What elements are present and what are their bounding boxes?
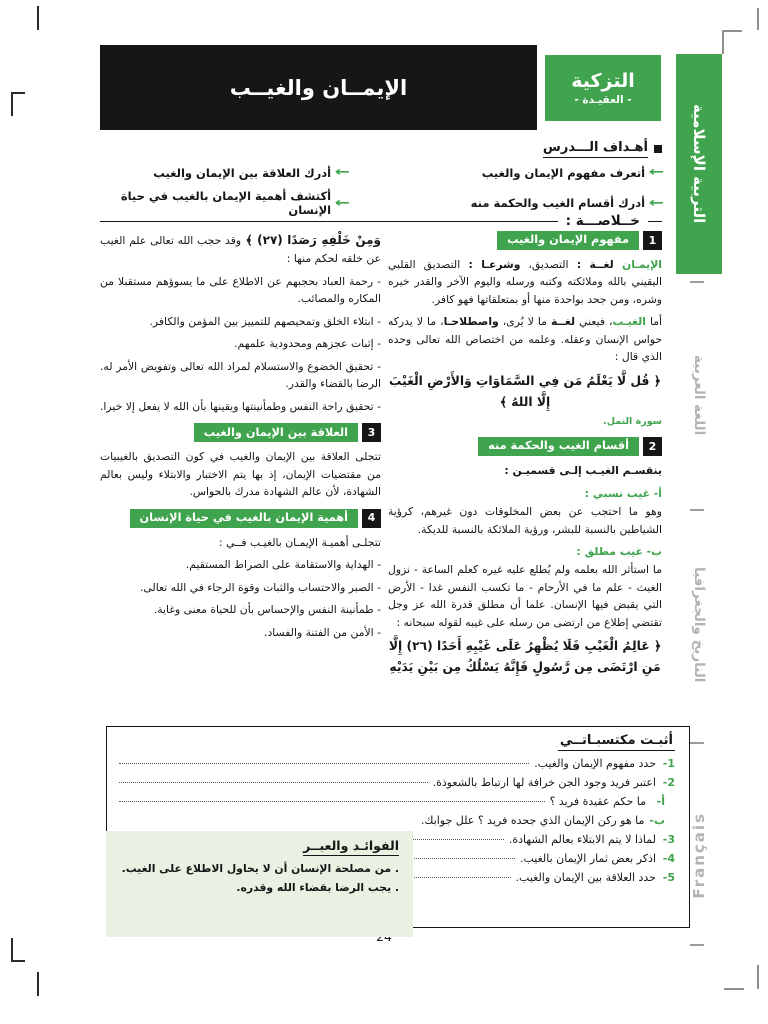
content-column-right xyxy=(388,231,662,679)
iman-definition-paragraph xyxy=(388,256,662,308)
question-number: 5- xyxy=(662,871,675,884)
text-run: لغــة xyxy=(551,315,576,329)
relative-ghayb-text: وهو ما احتجب عن بعض المخلوقات دون غيرهم، كرؤية الشياطين بالنسبة للبشر، ورؤية الملائكة بالنسبة للديكة. xyxy=(388,505,662,536)
text-run: التصديق، xyxy=(520,258,569,271)
section-number-badge: 2 xyxy=(643,437,662,456)
term-ghayb: الغيـب xyxy=(612,315,646,329)
benefit-item: . من مصلحة الإنسان أن لا يحاول الاطلاع على الغيب. xyxy=(121,862,399,875)
arrow-icon: ← xyxy=(648,195,665,211)
wisdom-bullet: - تحقيق راحة النفس وطمأنينتها ويقينها بأن الله لا يفعل إلا خيرا. xyxy=(99,399,381,413)
wisdom-bullet: - ابتلاء الخلق وتمحيصهم للتمييز بين المؤمن والكافر. xyxy=(149,314,381,328)
section-4-header xyxy=(100,509,381,528)
wisdom-bullet: - إثبات عجزهم ومحدودية علمهم. xyxy=(234,337,381,351)
crop-mark xyxy=(11,960,25,962)
unit-badge xyxy=(545,55,661,121)
objectives-heading-row xyxy=(100,140,662,158)
crop-mark xyxy=(37,972,39,996)
crop-mark xyxy=(11,92,25,94)
quran-verse-jinn: ﴿ عَالِمُ الْغَيْبِ فَلَا يُظْهِرُ عَلَى غَيْبِهِ أَحَدًا (٢٦) إِلَّا مَنِ ارْتَضَى مِن رَّسُولٍ فَإِنَّهُ يَسْلُكُ مِن بَيْنِ يَدَيْهِ xyxy=(388,639,662,675)
question-row xyxy=(119,795,665,808)
crop-mark xyxy=(724,988,744,990)
absolute-ghayb-subheading: ب- غيب مطلق : xyxy=(576,545,662,558)
question-text: اذكر بعض ثمار الإيمان بالغيب. xyxy=(519,852,656,865)
objective-item xyxy=(100,165,351,180)
section-title: العلاقة بين الإيمان والغيب xyxy=(194,423,358,442)
section-number-badge: 3 xyxy=(362,423,381,442)
question-number: ب- xyxy=(649,814,665,827)
unit-title: التزكية xyxy=(571,70,635,92)
relation-text: تتجلى العلاقة بين الإيمان والغيب في كون التصديق بالغيبيات من مقتضيات الإيمان، إذ بها يتم الاختبار والابتلاء وليس بعالم الشهادة، لأن عالم الشهادة مدرك بالحواس. xyxy=(100,450,381,499)
subject-tab-label: اللغة العربية xyxy=(691,355,707,436)
lesson-title-banner xyxy=(100,45,537,130)
subject-tab-history-geography xyxy=(676,515,722,735)
crop-mark xyxy=(37,6,39,30)
wisdom-bullet: - تحقيق الخضوع والاستسلام لمراد الله تعالى وتفويض الأمر له. الرضا بالقضاء والقدر. xyxy=(100,359,381,391)
ghayb-definition-paragraph xyxy=(388,313,662,365)
objective-text: أتعرف مفهوم الإيمان والغيب xyxy=(481,165,646,180)
square-bullet-icon xyxy=(654,145,662,153)
benefits-title: الفوائـد والعبــر xyxy=(303,838,399,856)
objective-text: أدرك أقسام الغيب والحكمة منه xyxy=(470,196,646,210)
relative-ghayb-subheading: أ- غيب نسبي : xyxy=(584,486,662,500)
text-run: ، ما لا يدركه حواس الإنسان وعقله. وعلمه من اختصاص الله تعالى وحده الذي قال : xyxy=(388,315,662,364)
arrow-icon: ← xyxy=(334,165,351,180)
lesson-title: الإيمــان والغيــب xyxy=(229,75,408,100)
question-number: 2- xyxy=(662,776,675,789)
crop-mark xyxy=(757,965,759,989)
text-run: أما xyxy=(645,315,663,329)
section-title: أهمية الإيمان بالغيب في حياة الإنسان xyxy=(130,509,358,528)
verse-reference: سورة النمل. xyxy=(603,415,662,427)
text-run: لغــة : xyxy=(568,258,622,271)
crop-mark xyxy=(757,8,759,30)
answer-dotted-line xyxy=(119,763,529,764)
section-title: أقسام الغيب والحكمة منه xyxy=(478,437,639,456)
text-run: وشرعـا : xyxy=(460,258,521,271)
importance-intro: تتجلـى أهميـة الإيمـان بالغيـب فــي : xyxy=(218,535,381,549)
importance-bullet: - طمأنينة النفس والإحساس بأن للحياة معنى وغاية. xyxy=(153,603,381,617)
crop-mark xyxy=(722,30,724,54)
subject-tab-label: Français xyxy=(690,811,708,899)
subject-tab-arabic-language xyxy=(676,288,722,503)
rail-tick xyxy=(690,281,704,283)
section-1-header xyxy=(388,231,662,250)
question-text: ما حكم عقيدة فريد ؟ xyxy=(549,795,646,808)
wisdom-intro-paragraph xyxy=(100,231,381,268)
question-text: حدد مفهوم الإيمان والغيب. xyxy=(534,757,656,770)
question-row xyxy=(119,776,675,789)
wisdom-bullet: - رحمة العباد بحجبهم عن الاطلاع على ما يسوؤهم مستقبلا من المكاره والمصائب. xyxy=(100,274,381,306)
ghayb-types-intro: ينقسـم الغيـب إلـى قسميـن : xyxy=(504,464,662,478)
summary-label: خــلاصـــة : xyxy=(565,213,640,229)
question-text: ما هو ركن الإيمان الذي جحده فريد ؟ علل جوابك. xyxy=(420,814,645,827)
importance-bullet: - الصبر والاحتساب والثبات وقوة الرجاء في الله تعالى. xyxy=(139,580,381,594)
assessment-title: أثبـت مكتسبـاتــي xyxy=(558,733,675,751)
question-text: حدد العلاقة بين الإيمان والغيب. xyxy=(515,871,656,884)
question-text: اعتبر فريد وجود الجن خرافة لها ارتباط بالشعوذة. xyxy=(432,776,656,789)
arrow-icon: ← xyxy=(648,165,665,180)
text-run: وقد حجب الله تعالى علم الغيب عن خلقه لحكم منها : xyxy=(100,234,381,266)
arrow-icon: ← xyxy=(334,195,351,211)
importance-bullet: - الأمن من الفتنة والفساد. xyxy=(264,625,381,639)
section-title: مفهوم الإيمان والغيب xyxy=(497,231,639,250)
benefits-box xyxy=(106,831,413,937)
objectives-heading: أهـداف الـــدرس xyxy=(543,140,648,158)
objectives-grid xyxy=(100,165,665,217)
benefit-item: . يجب الرضا بقضاء الله وقدره. xyxy=(236,881,399,894)
term-iman: الإيمـان xyxy=(621,258,662,271)
content-column-left xyxy=(100,231,381,646)
quran-verse-naml: ﴿ قُل لَّا يَعْلَمُ مَن فِي السَّمَاوَاتِ وَالأَرْضِ الْغَيْبَ إِلَّا اللهُ ﴾ xyxy=(389,373,661,409)
subject-tab-label: التاريخ والجغرافيا xyxy=(691,567,707,683)
objective-text: أكتشف أهمية الإيمان بالغيب في حياة الإنسان xyxy=(120,189,332,217)
section-2-header xyxy=(388,437,662,456)
answer-dotted-line xyxy=(119,782,428,783)
summary-divider xyxy=(100,213,662,229)
objective-item xyxy=(362,165,665,180)
question-number: 1- xyxy=(662,757,675,770)
rail-tick xyxy=(690,509,704,511)
text-run: التصديق القلبي اليقيني بالله وملائكته وكتبه ورسله واليوم الآخر والقدر خيره وشره، ومن جحد بواحدة منها أو بمتعلقاتها فهو كافر. xyxy=(388,258,662,306)
subject-tab-islamic-education xyxy=(676,54,722,274)
text-run: واصطلاحـا xyxy=(443,315,499,329)
section-number-badge: 1 xyxy=(643,231,662,250)
importance-bullet: - الهداية والاستقامة على الصراط المستقيم. xyxy=(185,558,381,572)
subject-tab-label: التربية الإسلامية xyxy=(690,104,708,224)
question-number: أ- xyxy=(656,795,665,808)
section-3-header xyxy=(100,423,381,442)
objective-text: أدرك العلاقة بين الإيمان والغيب xyxy=(153,165,332,180)
question-number: 4- xyxy=(662,852,675,865)
text-run: ، فيعني xyxy=(575,315,613,329)
question-number: 3- xyxy=(662,833,675,846)
divider-line xyxy=(100,221,558,222)
answer-dotted-line xyxy=(119,801,545,802)
lesson-objectives xyxy=(100,140,665,217)
text-run: ما لا يُرى، xyxy=(498,315,551,329)
rail-tick xyxy=(690,944,704,946)
unit-subtitle: - العقيـدة - xyxy=(574,94,632,106)
divider-line xyxy=(648,221,662,222)
quran-verse-jinn-continuation: وَمِنْ خَلْفِهِ رَصَدًا (٢٧) ﴾ xyxy=(241,233,382,247)
section-number-badge: 4 xyxy=(362,509,381,528)
absolute-ghayb-text: ما استأثر الله بعلمه ولم يُطلع عليه غيره كعلم الساعة - نزول الغيث - علم ما في الأرحام - ما تكسب النفس غدا - الأرض التي يقبض فيها الإنسان. علما أن مطلق قدرة الله عز وجل تقتضي إطلاع من ارتضى من رسله على غيبه لقوله سبحانه : xyxy=(388,563,662,629)
crop-mark xyxy=(722,30,742,32)
question-text: لماذا لا يتم الابتلاء بعالم الشهادة. xyxy=(508,833,656,846)
crop-mark xyxy=(11,92,13,116)
question-row xyxy=(119,757,675,770)
question-row xyxy=(119,814,665,827)
rail-tick xyxy=(690,742,704,744)
